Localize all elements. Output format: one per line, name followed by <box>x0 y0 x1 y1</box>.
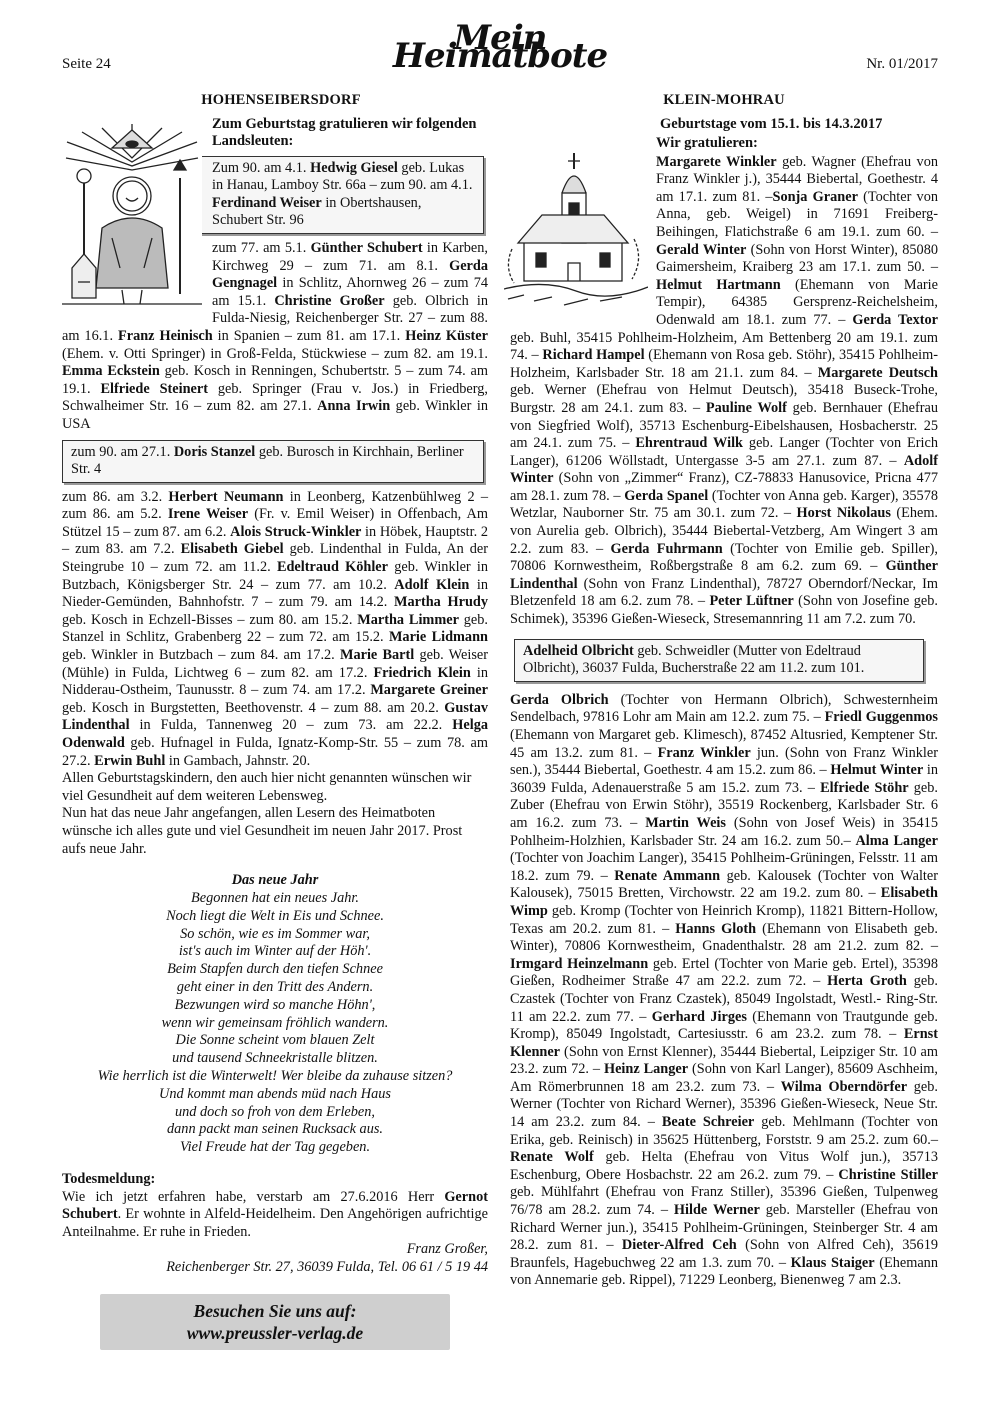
name: Erwin Buhl <box>94 752 166 769</box>
poem-line: und doch so froh von dem Erleben, <box>175 1103 375 1120</box>
text: geb. Mehlmann (Tochter von Erika, geb. Reinisch) in 35625 Hüttenberg, Forststr. 9 am 25.2. zum 60.– <box>510 1114 938 1148</box>
text: (Sohn von Josefine geb. Schimek), 35396 Gießen-Wieseck, Stresemannring 11 am 7.2. zum 70. <box>510 593 938 628</box>
poem-line: Die Sonne scheint vom blauen Zelt <box>175 1032 375 1049</box>
name: Heinz Küster <box>405 327 488 344</box>
text: geb. Kromp (Tochter von Heinrich Kromp), 11821 Bittern-Hollow, Texas am 20.2. zum 81. – <box>510 902 938 937</box>
poem-lines <box>62 890 488 1157</box>
name: Christine Großer <box>274 292 385 309</box>
name: Gerda Textor <box>852 311 939 328</box>
text: in Nidderau-Ostheim, Taunusstr. 8 – zum 74. am 17.2. <box>62 664 488 699</box>
text: geb. Werner (Tochter von Richard Werner), 35396 Gießen-Wieseck, Neue Str. 14 am 23.2. zum 84. – <box>510 1078 939 1131</box>
name: Adolf Klein <box>394 576 470 593</box>
right-column <box>510 92 938 1290</box>
text: geb. Helta (Ehefrau von Vitus Wolf jun.), 35713 Eschenburg, Obere Hosbachstr. 22 am 26.2. zum 79. – <box>510 1149 938 1183</box>
text: geb. Weiser (Mühle) in Fulda, Lichtweg 6 – zum 82. am 17.2. <box>62 647 488 681</box>
name: Martha Hrudy <box>393 594 488 611</box>
text: geb. Czastek (Tochter von Franz Czastek), 85049 Ingolstadt, Westl.- Ring-Str. 11 am 22.2. zum 77. – <box>510 973 938 1025</box>
text: in Karben, Kirchweg 29 – zum 71. am 8.1. <box>212 239 488 274</box>
name: Gerda Spanel <box>624 487 709 504</box>
name: Ernst Klenner <box>510 1026 938 1060</box>
text: geb. Wagner (Ehefrau von Franz Winkler j.), 35444 Biebertal, Goethestr. 4 am 17.1. zum 81. – <box>656 153 939 205</box>
text: geb. Zuber (Ehefrau von Erwin Stöhr), 35519 Rockenberg, Karlsbader Str. 6 am 16.2. zum 73. – <box>510 779 938 831</box>
birthday-list-february <box>62 489 488 771</box>
text: geb. Marsteller (Ehefrau von Richard Werner jun.), 35415 Pohlheim-Grüningen, Steinberger Str. 4 am 28.2. zum 81. – <box>510 1202 938 1254</box>
name: Herta Groth <box>827 973 907 990</box>
birthday-list-klein-mohrau-part2 <box>510 692 938 1290</box>
text: (Tochter von Joachim Langer), 35415 Pohlheim-Grüningen, Felsstr. 11 am 18.2. zum 79. – <box>510 850 938 884</box>
name: Horst Nikolaus <box>796 505 891 522</box>
congratulations-heading: Wir gratulieren: <box>656 134 758 151</box>
text: geb. Langer (Tochter von Erich Langer), 61206 Wöllstadt, Untergasse 3-5 am 27.1. zum 87. – <box>510 435 938 469</box>
text: geb. Winkler in Butzbach, Königsberger Str. 24 – zum 77. am 10.2. <box>62 559 489 593</box>
text: in Fulda, Tannenweg 20 – zum 73. am 22.2. <box>129 717 453 734</box>
name: Margarete Winkler <box>656 153 777 170</box>
page-number: Seite 24 <box>62 56 111 72</box>
text: geb. Werner (Ehefrau von Helmut Deutsch), 35418 Buseck-Trohe, Burgstr. 28 am 24.1. zum 83. – <box>510 382 938 416</box>
name: Günther Lindenthal <box>510 558 938 592</box>
text: geb. Lindenthal in Fulda, An der Steingrube 10 – zum 72. am 11.2. <box>62 541 489 576</box>
name: Christine Stiller <box>838 1166 938 1183</box>
intro-lead: Zum Geburtstag gratulieren wir folgenden Landsleuten: <box>212 115 477 149</box>
name: Doris Stanzel <box>173 443 256 460</box>
poem-line: So schön, wie es im Sommer war, <box>180 925 370 942</box>
name: Beate Schreier <box>661 1114 755 1131</box>
name: Elfriede Steinert <box>100 380 209 397</box>
name: Gerald Winter <box>656 241 747 258</box>
text: (Ehem. von Aurelia geb. Olbrich), 35444 Biebertal-Vetzberg, Am Wingert 3 am 2.2. zum 83. – <box>510 505 939 557</box>
name: Margarete Deutsch <box>817 364 938 381</box>
poem-line: Viel Freude hat der Tag gegeben. <box>179 1139 371 1156</box>
text: geb. Kalousek (Tochter von Walter Kalousek), 75015 Bretten, Virchowstr. 22 am 19.2. zum 80. – <box>510 867 938 902</box>
text: jun. (Sohn von Franz Winkler sen.), 35444 Biebertal, Goethestr. 4 am 15.2. zum 86. – <box>510 744 938 779</box>
text: (Sohn von Josef Weis) in 35415 Pohlheim-Holzhien, Karlsbader Str. 24 am 16.2. zum 50.– <box>510 814 938 849</box>
highlight-box-90th: Zum 90. am 4.1. Hedwig Giesel geb. Lukas in Hanau, Lamboy Str. 66a – zum 90. am 4.1. Ferdinand Weiser in Obertshausen, Schubert Str. 96 <box>62 156 484 234</box>
name: Helmut Winter <box>830 762 924 779</box>
poem-title: Das neue Jahr <box>231 872 319 889</box>
name: Irene Weiser <box>167 506 249 523</box>
text: (Ehemann von Annemarie geb. Rippel), 71229 Leonberg, Bienenweg 7 am 2.3. <box>510 1254 938 1289</box>
promo-website[interactable]: www.preussler-verlag.de <box>186 1323 364 1344</box>
text: in Höbek, Hauptstr. 2 – zum 83. am 7.2. <box>62 523 488 558</box>
name: Gerhard Jirges <box>651 1008 747 1025</box>
text: (Tochter von Hermann Olbrich), Schwesternheim Sendelbach, 97816 Lohr am Main am 12.2. zum 75. – <box>510 691 938 726</box>
name: Franz Winkler <box>657 744 751 761</box>
text: geb. Winkler in USA <box>62 398 489 432</box>
poem-line: Und kommt man abends müd nach Haus <box>159 1085 391 1102</box>
left-column <box>62 92 488 1350</box>
poem-line: Beim Stapfen durch den tiefen Schnee <box>167 961 383 978</box>
obituary-title: Todesmeldung: <box>62 1170 156 1187</box>
publisher-promo-box <box>100 1294 450 1350</box>
text: geb. Kosch in Echzell-Bisses – zum 80. am 15.2. <box>62 611 358 628</box>
text: geb. Springer (Frau v. Jos.) in Friedberg, Schwalheimer Str. 16 – zum 82. am 27.1. <box>62 380 488 415</box>
text: (Sohn von Karl Langer), 85609 Aschheim, Am Römerbrunnen 18 am 23.2. zum 73. – <box>510 1061 938 1095</box>
name: Alois Struck-Winkler <box>230 523 362 540</box>
text: geb. Buhl, 35415 Pohlheim-Holzheim, Am Bettenberg 20 am 19.1. zum 74. – <box>510 329 938 364</box>
name: Renate Wolf <box>510 1149 594 1166</box>
name: Wilma Oberndörfer <box>780 1078 908 1095</box>
name: Adelheid Olbricht <box>523 642 634 659</box>
text: (Fr. v. Emil Weiser) in Offenbach, Am Stützel 15 – zum 87. am 6.2. <box>62 506 488 540</box>
poem-line: geht einer in den Tritt des Andern. <box>176 978 374 995</box>
text: (Sohn von Ernst Klenner), 35444 Biebertal, Leipziger Str. 10 am 23.2. zum 72. – <box>510 1043 938 1078</box>
name: Martha Limmer <box>357 611 459 628</box>
text: in Spanien – zum 81. am 17.1. <box>212 327 406 344</box>
name: Franz Heinisch <box>117 327 213 344</box>
name: Friedl Guggenmos <box>824 709 938 726</box>
saint-woodcut-illustration <box>62 118 202 310</box>
name: Peter Lüftner <box>709 593 794 610</box>
text: in 36039 Fulda, Adenauerstraße 5 am 15.2. zum 73. – <box>510 762 939 796</box>
section-title-klein-mohrau: KLEIN-MOHRAU <box>663 92 785 108</box>
highlight-box-101st: Adelheid Olbricht geb. Schweidler (Mutter von Edeltraud Olbricht), 36037 Fulda, Bucherstraße 22 am 11.2. zum 101. <box>514 639 924 682</box>
name: Adolf Winter <box>510 452 938 487</box>
name: Heinz Langer <box>603 1061 689 1078</box>
text: (Sohn von Horst Winter), 85080 Gaimersheim, Kraiberg 23 am 17.1. zum 50. – <box>656 241 938 276</box>
text: (Ehemann von Elisabeth geb. Winter), 70806 Kornwestheim, Gnadenthalstr. 28 am 21.2. zum 82. – <box>510 920 939 955</box>
text: geb. Mühlfahrt (Ehefrau von Franz Stiller), 35396 Gießen, Tulpenweg 76/78 am 28.2. zum 74. – <box>510 1184 938 1219</box>
text: geb. Olbrich in Fulda-Niesig, Reichenberger Str. 27 – zum 88. am 16.1. <box>62 292 488 344</box>
name: Emma Eckstein <box>62 363 160 380</box>
text: (Ehemann von Margaret geb. Klimesch), 87452 Altusried, Kemptener Str. 45 am 13.2. zum 81. – <box>510 727 938 761</box>
text: (Ehem. v. Otti Springer) in Groß-Felda, Stückwiese – zum 82. am 19.1. <box>62 345 488 362</box>
name: Gernot Schubert <box>62 1188 488 1223</box>
name: Elisabeth Giebel <box>180 541 284 558</box>
text: (Tochter von Emilie geb. Spiller), 70806 Kornwestheim, Roßbergstraße 8 am 6.2. zum 69. – <box>510 540 938 575</box>
name: Helmut Hartmann <box>656 276 781 293</box>
text: geb. Bernhauer (Ehefrau von Siegfried Wolf), 35713 Eschenburg-Eibelshausen, Hosbacherstr. 25 am 24.1. zum 75. – <box>510 399 939 452</box>
name: Gerda Fuhrmann <box>610 540 723 557</box>
section-title-hohenseibersdorf: HOHENSEIBERSDORF <box>201 92 361 108</box>
poem-line: wenn wir gemeinsam fröhlich wandern. <box>161 1014 389 1031</box>
name: Marie Bartl <box>339 647 415 664</box>
obituary-text: Wie ich jetzt erfahren habe, verstarb am 27.6.2016 Herr Gernot Schubert. Er wohnte in Alfeld-Heidelheim. Den Angehörigen aufrichtige Anteilnahme. Er ruhe in Frieden. <box>62 1188 488 1240</box>
text: geb. Hufnagel in Fulda, Ignatz-Komp-Str. 55 – zum 78. am 27.2. <box>62 735 488 769</box>
text: in Leonberg, Katzenbühlweg 2 – zum 86. am 5.2. <box>62 488 488 523</box>
name: Anna Irwin <box>317 398 391 415</box>
name: Marie Lidmann <box>388 629 488 646</box>
masthead-logo: Mein Heimatbote <box>392 18 608 76</box>
text: geb. Kosch in Burgstetten, Beethovenstr. 4 – zum 88. am 20.2. <box>62 699 445 716</box>
name: Günther Schubert <box>310 239 423 256</box>
text: (Sohn von Alfred Ceh), 35619 Braunfels, Hagebuchweg 22 am 1.3. zum 70. – <box>510 1237 939 1271</box>
issue-number: Nr. 01/2017 <box>866 56 938 72</box>
promo-line-1: Besuchen Sie uns auf: <box>193 1301 357 1322</box>
name: Hanns Gloth <box>675 920 757 937</box>
text: (Ehemann von Rosa geb. Stöhr), 35415 Pohlheim-Holzheim, Karlsbader Str. 18 am 21.1. zum 84. – <box>510 347 938 381</box>
poem-line: Wie herrlich ist die Winterwelt! Wer bleibe da zuhause sitzen? <box>97 1067 453 1084</box>
name: Dieter-Alfred Ceh <box>621 1237 737 1254</box>
name: Richard Hampel <box>542 347 645 364</box>
name: Gerda Gengnagel <box>212 257 488 292</box>
signature-name: Franz Großer, <box>406 1241 488 1258</box>
name: Ferdinand Weiser <box>212 194 322 211</box>
text: zum 77. am 5.1. <box>212 239 311 256</box>
text: geb. Kosch in Renningen, Schubertstr. 5 – zum 74. am 19.1. <box>62 363 488 397</box>
name: Elfriede Stöhr <box>820 779 909 796</box>
signature-address: Reichenberger Str. 27, 36039 Fulda, Tel. 06 61 / 5 19 44 <box>166 1258 488 1275</box>
text: geb. Stanzel in Schlitz, Grabenberg 22 – zum 72. am 15.2. <box>62 611 488 646</box>
poem-line: und tausend Schneekristalle blitzen. <box>172 1050 378 1067</box>
text: (Sohn von „Zimmer“ Franz), CZ-78833 Hanusovice, Pricna 477 am 28.1. zum 78. – <box>510 470 938 504</box>
text: (Tochter von Anna, geb. Weigel) in 71691 Freiberg-Beihingen, Flatichstraße 6 am 19.1. zum 60. – <box>656 188 938 240</box>
text: (Sohn von Franz Lindenthal), 78727 Oberndorf/Neckar, Im Bletzenfeld 18 am 6.2. zum 78. – <box>510 575 938 610</box>
wishes-paragraph: Allen Geburtstagskindern, den auch hier nicht genannten wünschen wir viel Gesundheit auf dem weiteren Lebensweg. <box>62 770 472 804</box>
name: Alma Langer <box>855 832 938 849</box>
name: Gustav Lindenthal <box>62 699 488 734</box>
poem-line: Begonnen hat ein neues Jahr. <box>191 889 359 906</box>
name: Margarete Greiner <box>370 682 489 699</box>
name: Edeltraud Köhler <box>276 559 389 576</box>
new-year-paragraph: Nun hat das neue Jahr angefangen, allen Lesern des Heimatboten wünsche ich alles gute und viel Gesundheit im neuen Jahr 2017. Prost aufs neue Jahr. <box>62 805 463 857</box>
name: Pauline Wolf <box>705 399 787 416</box>
highlight-box-doris: zum 90. am 27.1. Doris Stanzel geb. Burosch in Kirchhain, Berliner Str. 4 <box>62 440 484 483</box>
name: Gerda Olbrich <box>510 691 609 708</box>
text: in Nieder-Gemünden, Bahnhofstr. 7 – zum 79. am 14.2. <box>62 576 488 611</box>
village-church-illustration <box>504 149 648 309</box>
name: Martin Weis <box>645 814 726 831</box>
text: (Tochter von Anna geb. Karger), 35578 Wetzlar, Nauborner Str. 75 am 30.1. zum 72. – <box>510 487 938 522</box>
poem-line: ist's auch im Winter auf der Höh'. <box>178 943 372 960</box>
name: Renate Ammann <box>614 867 721 884</box>
text: in Schlitz, Ahornweg 26 – zum 74 am 15.1. <box>212 275 488 309</box>
poem <box>62 872 488 1157</box>
name: Friedrich Klein <box>373 664 471 681</box>
birthday-range-heading: Geburtstage vom 15.1. bis 14.3.2017 <box>660 115 883 132</box>
name: Helga Odenwald <box>62 717 488 751</box>
name: Elisabeth Wimp <box>510 885 938 919</box>
name: Sonja Graner <box>772 188 858 205</box>
name: Hilde Werner <box>673 1202 760 1219</box>
name: Hedwig Giesel <box>310 159 398 176</box>
poem-line: Bezwungen wird so manche Höhn', <box>174 996 376 1013</box>
text: in Gambach, Jahnstr. 20. <box>165 752 311 769</box>
text: (Ehemann von Marie Tempir), 64385 Gersprenz-Reichelsheim, Odenwald am 18.1. zum 77. – <box>656 276 938 328</box>
text: zum 86. am 3.2. <box>62 488 169 505</box>
poem-line: dann packt man seinen Rucksack aus. <box>167 1121 383 1138</box>
name: Klaus Staiger <box>790 1254 875 1271</box>
poem-line: Noch liegt die Welt in Eis und Schnee. <box>166 907 384 924</box>
name: Ehrentraud Wilk <box>635 435 743 452</box>
text: geb. Ertel (Tochter von Marie geb. Ertel), 35398 Gießen, Rodheimer Straße 47 am 22.2. zum 72. – <box>510 955 938 990</box>
text: geb. Winkler in Butzbach – zum 84. am 17.2. <box>62 647 340 664</box>
text: (Ehemann von Trautgunde geb. Kromp), 85049 Ingolstadt, Cartesiusstr. 6 am 23.2. zum 78. – <box>510 1008 938 1043</box>
name: Irmgard Heinzelmann <box>510 955 649 972</box>
name: Herbert Neumann <box>168 488 284 505</box>
